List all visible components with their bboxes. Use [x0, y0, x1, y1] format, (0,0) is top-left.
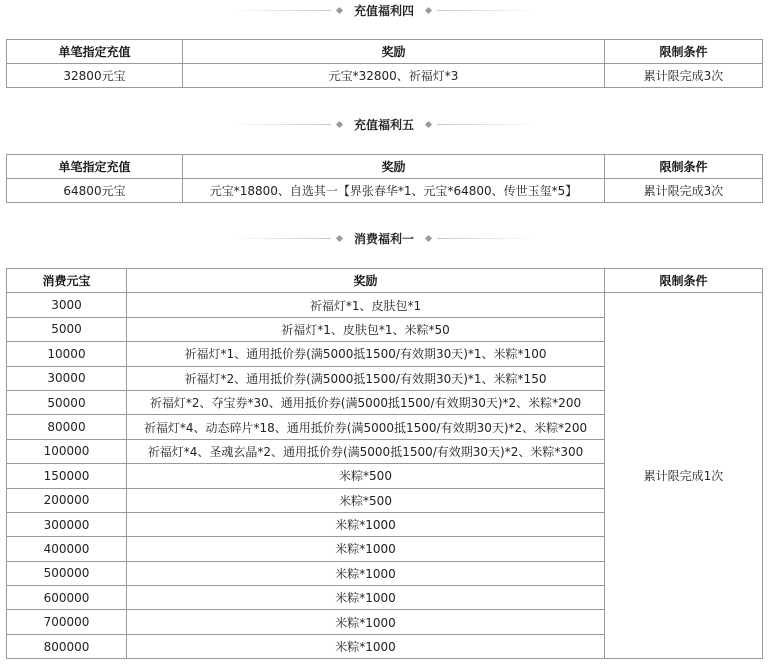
reward-cell: 米粽*1000: [127, 512, 605, 536]
reward-cell: 元宝*18800、自选其一【界张春华*1、元宝*64800、传世玉玺*5】: [183, 179, 605, 203]
column-header: 单笔指定充值: [7, 155, 183, 179]
diamond-icon: [336, 6, 343, 13]
consume-amount-cell: 10000: [7, 342, 127, 366]
table-header-row: [7, 155, 763, 179]
title-divider-right: [437, 238, 537, 239]
section-title-consume-1: [0, 228, 768, 248]
column-header: 限制条件: [605, 40, 763, 64]
reward-cell: 米粽*1000: [127, 610, 605, 634]
reward-cell: 米粽*500: [127, 488, 605, 512]
consume-amount-cell: 700000: [7, 610, 127, 634]
table-row: [7, 179, 763, 203]
table-row: [7, 293, 763, 317]
reward-cell: 米粽*500: [127, 464, 605, 488]
consume-amount-cell: 3000: [7, 293, 127, 317]
column-header: 消费元宝: [7, 269, 127, 293]
reward-cell: 元宝*32800、祈福灯*3: [183, 64, 605, 88]
section-title-recharge-4: [0, 0, 768, 20]
section-title-text: 消费福利一: [353, 231, 414, 246]
reward-cell: 祈福灯*2、夺宝券*30、通用抵价券(满5000抵1500/有效期30天)*2、米粽*200: [127, 390, 605, 414]
section-title-text: 充值福利五: [353, 117, 414, 132]
consume-amount-cell: 200000: [7, 488, 127, 512]
diamond-icon: [425, 234, 432, 241]
section-title-recharge-5: [0, 114, 768, 134]
reward-cell: 米粽*1000: [127, 537, 605, 561]
reward-cell: 祈福灯*4、圣魂玄晶*2、通用抵价券(满5000抵1500/有效期30天)*2、米粽*300: [127, 439, 605, 463]
consume-amount-cell: 30000: [7, 366, 127, 390]
table-header-row: [7, 40, 763, 64]
reward-cell: 祈福灯*4、动态碎片*18、通用抵价券(满5000抵1500/有效期30天)*2、米粽*200: [127, 415, 605, 439]
reward-cell: 米粽*1000: [127, 586, 605, 610]
column-header: 限制条件: [605, 155, 763, 179]
table-header-row: [7, 269, 763, 293]
diamond-icon: [336, 120, 343, 127]
consume-amount-cell: 50000: [7, 390, 127, 414]
recharge-amount-cell: 64800元宝: [7, 179, 183, 203]
column-header: 限制条件: [605, 269, 763, 293]
consume-amount-cell: 80000: [7, 415, 127, 439]
reward-cell: 祈福灯*1、通用抵价券(满5000抵1500/有效期30天)*1、米粽*100: [127, 342, 605, 366]
recharge-4-table: [6, 39, 763, 88]
title-divider-left: [231, 10, 331, 11]
consume-amount-cell: 400000: [7, 537, 127, 561]
table-row: [7, 64, 763, 88]
column-header: 奖励: [127, 269, 605, 293]
diamond-icon: [425, 6, 432, 13]
limit-cell: 累计限完成3次: [605, 64, 763, 88]
limit-cell: 累计限完成1次: [605, 293, 763, 659]
consume-amount-cell: 5000: [7, 317, 127, 341]
recharge-5-table: [6, 154, 763, 203]
title-divider-right: [437, 124, 537, 125]
section-title-text: 充值福利四: [353, 3, 414, 18]
reward-cell: 祈福灯*1、皮肤包*1、米粽*50: [127, 317, 605, 341]
diamond-icon: [336, 234, 343, 241]
recharge-amount-cell: 32800元宝: [7, 64, 183, 88]
consume-amount-cell: 500000: [7, 561, 127, 585]
title-divider-left: [231, 124, 331, 125]
column-header: 奖励: [183, 155, 605, 179]
reward-cell: 祈福灯*2、通用抵价券(满5000抵1500/有效期30天)*1、米粽*150: [127, 366, 605, 390]
consume-amount-cell: 100000: [7, 439, 127, 463]
consume-1-table: [6, 268, 763, 659]
title-divider-right: [437, 10, 537, 11]
title-divider-left: [231, 238, 331, 239]
consume-amount-cell: 600000: [7, 586, 127, 610]
consume-amount-cell: 800000: [7, 634, 127, 658]
column-header: 奖励: [183, 40, 605, 64]
limit-cell: 累计限完成3次: [605, 179, 763, 203]
reward-cell: 米粽*1000: [127, 634, 605, 658]
consume-amount-cell: 300000: [7, 512, 127, 536]
diamond-icon: [425, 120, 432, 127]
consume-amount-cell: 150000: [7, 464, 127, 488]
reward-cell: 祈福灯*1、皮肤包*1: [127, 293, 605, 317]
reward-cell: 米粽*1000: [127, 561, 605, 585]
column-header: 单笔指定充值: [7, 40, 183, 64]
